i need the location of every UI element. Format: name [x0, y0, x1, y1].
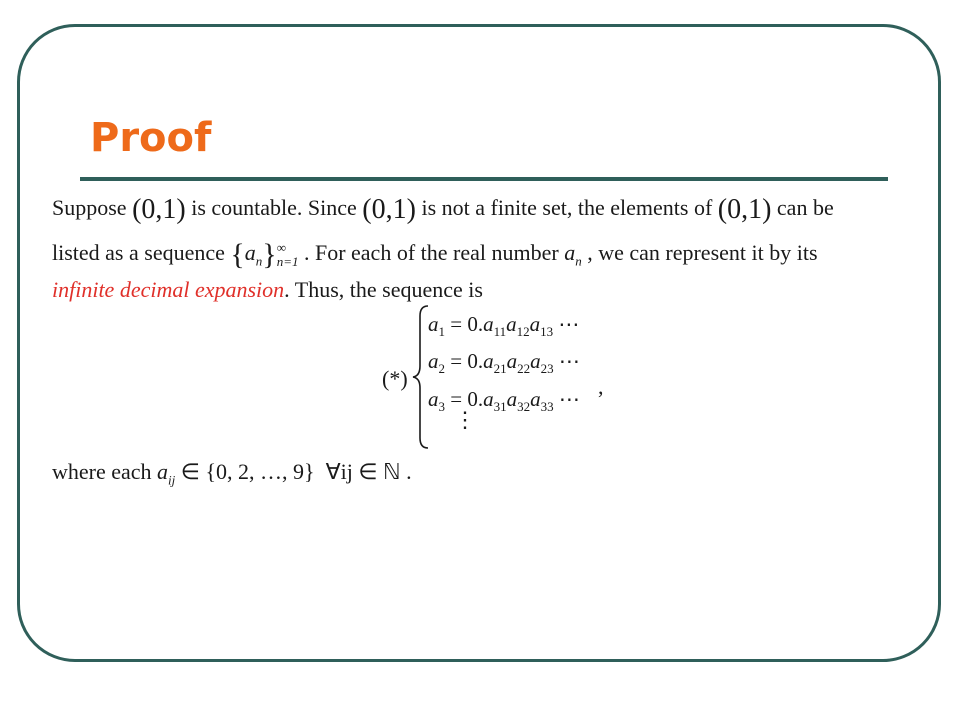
system-label: (*): [382, 366, 408, 391]
title-underline: [80, 177, 888, 181]
text: can be: [776, 195, 834, 220]
variable-an: $a_n$: [564, 240, 582, 269]
vertical-ellipsis: ⋮: [454, 407, 476, 432]
sequence-notation: $\{a_n\}$ ∞ n=1: [230, 238, 299, 271]
text: is not a finite set, the elements of: [421, 195, 713, 220]
element-aij: $a_{ij}$ ∈: [157, 459, 200, 488]
text-line-2: [52, 240, 818, 270]
equation-row: $a_3 = 0.a_{31}a_{32}a_{33}$ ⋯: [428, 387, 580, 415]
text: . Thus, the sequence is: [284, 277, 483, 302]
system-comma: ,: [598, 374, 604, 399]
set-interval: (0,1): [362, 194, 416, 225]
slide-title: Proof: [90, 115, 212, 161]
set-interval: (0,1): [132, 194, 186, 225]
text-line-1: [52, 196, 834, 224]
text: Suppose: [52, 195, 127, 220]
text-line-3: [52, 279, 483, 301]
text: listed as a sequence: [52, 240, 225, 265]
text: , we can represent it by its: [587, 240, 818, 265]
set-interval: (0,1): [717, 194, 772, 225]
text: is countable. Since: [191, 195, 357, 220]
highlighted-term: infinite decimal expansion: [52, 277, 285, 302]
text: .: [406, 459, 412, 484]
equation-row: $a_2 = 0.a_{21}a_{22}a_{23}$ ⋯: [428, 349, 580, 377]
equation-row: $a_1 = 0.a_{11}a_{12}a_{13}$ ⋯: [428, 312, 580, 340]
text-line-4: [52, 459, 412, 488]
text: . For each of the real number: [303, 240, 559, 265]
decimal-expansion-system: [382, 304, 622, 454]
quantifier: ∀ij ∈ ℕ: [325, 459, 401, 484]
text: where each: [52, 459, 152, 484]
digit-set: {0, 2, …, 9}: [205, 459, 315, 484]
